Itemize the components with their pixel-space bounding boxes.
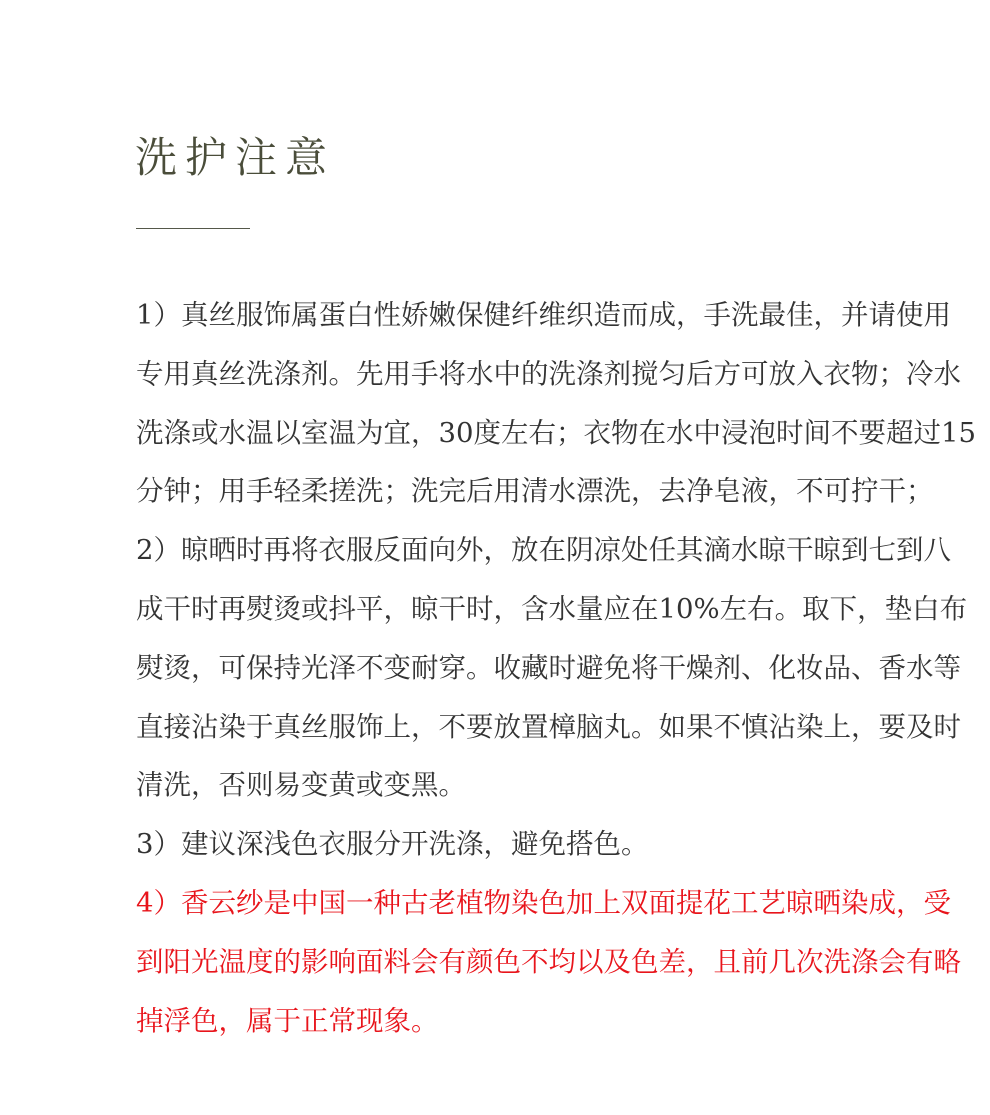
page-title: 洗护注意 [135,133,336,182]
care-item-washing: 1）真丝服饰属蛋白性娇嫩保健纤维织造而成，手洗最佳，并请使用专用真丝洗涤剂。先用手将水中的洗涤剂搅匀后方可放入衣物；冷水洗涤或水温以室温为宜，30度左右；衣物在水中浸泡时间不要超过15分钟；用手轻柔搓洗；洗完后用清水漂洗，去净皂液，不可拧干； [136,299,976,508]
title-divider [136,228,250,229]
care-item-fabric-notice: 4）香云纱是中国一种古老植物染色加上双面提花工艺晾晒染成，受到阳光温度的影响面料会有颜色不均以及色差，且前几次洗涤会有略掉浮色，属于正常现象。 [136,886,961,1037]
care-instructions [136,286,976,1050]
care-item-drying-storage: 2）晾晒时再将衣服反面向外，放在阴凉处任其滴水晾干晾到七到八成干时再熨烫或抖平，晾干时，含水量应在10%左右。取下，垫白布熨烫，可保持光泽不变耐穿。收藏时避免将干燥剂、化妆品、香水等直接沾染于真丝服饰上，不要放置樟脑丸。如果不慎沾染上，要及时清洗，否则易变黄或变黑。 [136,534,968,802]
care-item-color-separation: 3）建议深浅色衣服分开洗涤，避免搭色。 [136,828,649,861]
